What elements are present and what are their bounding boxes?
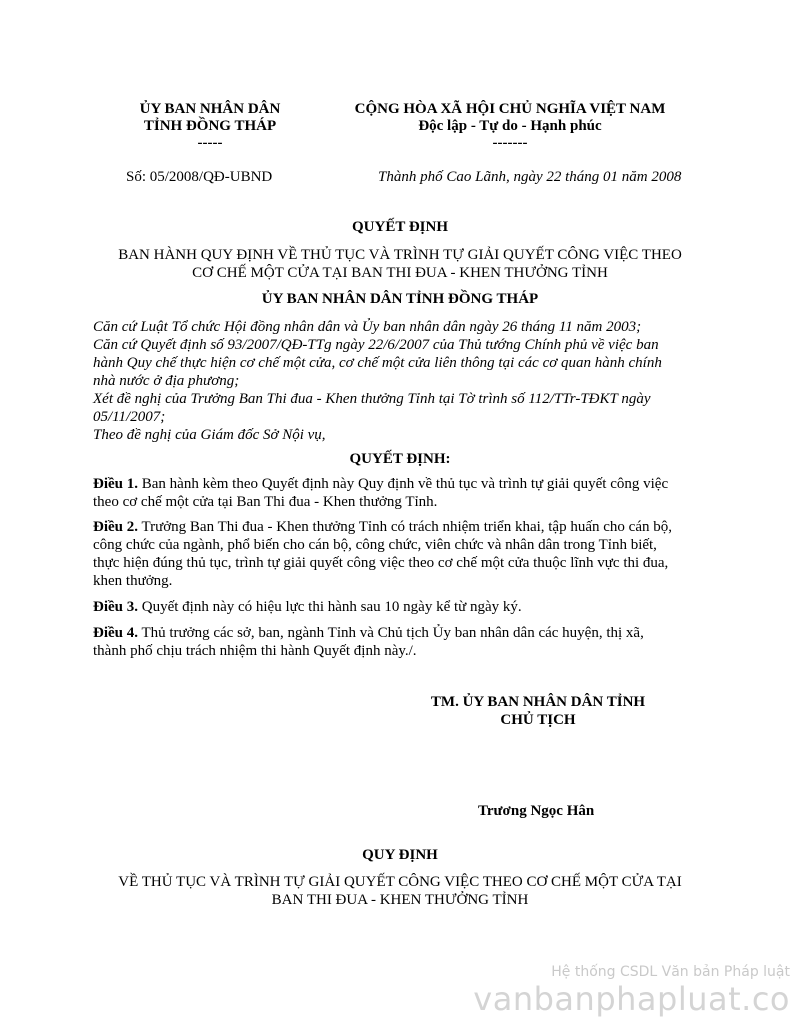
article-text: thành phố chịu trách nhiệm thi hành Quyết định này./. — [93, 643, 417, 659]
regulation-title: QUY ĐỊNH — [362, 847, 438, 863]
watermark-site: vanbanphapluat.co — [473, 980, 790, 1018]
place-and-date: Thành phố Cao Lãnh, ngày 22 tháng 01 năm 2008 — [378, 169, 682, 185]
article-text: Trưởng Ban Thi đua - Khen thưởng Tỉnh có trách nhiệm triển khai, tập huấn cho cán bộ, — [138, 519, 672, 535]
preamble-line: nhà nước ở địa phương; — [93, 373, 240, 389]
article-text: công chức của ngành, phổ biến cho cán bộ, công chức, viên chức và nhân dân trong Tỉnh biết, — [93, 537, 657, 553]
agency-line-1: ỦY BAN NHÂN DÂN — [139, 101, 281, 117]
article-text: theo cơ chế một cửa tại Ban Thi đua - Khen thưởng Tỉnh. — [93, 494, 438, 510]
decision-title: QUYẾT ĐỊNH — [352, 219, 448, 235]
article-label: Điều 3. — [93, 599, 138, 615]
national-motto-header — [340, 101, 680, 152]
signature-block — [408, 693, 668, 729]
article-1 — [93, 475, 713, 511]
signature-org: TM. ỦY BAN NHÂN DÂN TỈNH — [430, 694, 646, 710]
article-text: Quyết định này có hiệu lực thi hành sau 10 ngày kể từ ngày ký. — [138, 599, 522, 615]
regulation-subtitle-line-2: BAN THI ĐUA - KHEN THƯỞNG TỈNH — [271, 892, 529, 908]
article-text: Thủ trưởng các sở, ban, ngành Tỉnh và Chủ tịch Ủy ban nhân dân các huyện, thị xã, — [138, 625, 644, 641]
preamble-line: Căn cứ Luật Tổ chức Hội đồng nhân dân và Ủy ban nhân dân ngày 26 tháng 11 năm 2003; — [93, 319, 642, 335]
decision-subtitle-line-2: CƠ CHẾ MỘT CỬA TẠI BAN THI ĐUA - KHEN THƯỞNG TỈNH — [192, 265, 608, 281]
agency-line-2: TỈNH ĐỒNG THÁP — [143, 118, 277, 134]
article-2 — [93, 518, 713, 590]
article-text: khen thưởng. — [93, 573, 173, 589]
document-number: Số: 05/2008/QĐ-UBND — [126, 169, 273, 185]
issuing-agency-header — [110, 101, 310, 152]
preamble-line: Căn cứ Quyết định số 93/2007/QĐ-TTg ngày 22/6/2007 của Thủ tướng Chính phủ về việc ban — [93, 337, 659, 353]
decides-title: QUYẾT ĐỊNH: — [349, 451, 451, 467]
motto-divider: ------- — [492, 135, 528, 151]
preamble-line: Xét đề nghị của Trưởng Ban Thi đua - Khen thưởng Tỉnh tại Tờ trình số 112/TTr-TĐKT ngày — [93, 391, 651, 407]
signature-title: CHỦ TỊCH — [500, 712, 576, 728]
article-label: Điều 2. — [93, 519, 138, 535]
country-name: CỘNG HÒA XÃ HỘI CHỦ NGHĨA VIỆT NAM — [354, 101, 666, 117]
agency-divider: ----- — [197, 135, 223, 151]
article-3 — [93, 598, 713, 616]
article-4 — [93, 624, 713, 660]
article-label: Điều 4. — [93, 625, 138, 641]
article-text: Ban hành kèm theo Quyết định này Quy định về thủ tục và trình tự giải quyết công việc — [138, 476, 669, 492]
signer-name: Trương Ngọc Hân — [478, 803, 595, 819]
preamble — [93, 318, 713, 444]
preamble-line: 05/11/2007; — [93, 409, 166, 425]
issuer-name: ỦY BAN NHÂN DÂN TỈNH ĐỒNG THÁP — [261, 291, 539, 307]
decision-subtitle-line-1: BAN HÀNH QUY ĐỊNH VỀ THỦ TỤC VÀ TRÌNH TỰ GIẢI QUYẾT CÔNG VIỆC THEO — [118, 247, 682, 263]
preamble-line: hành Quy chế thực hiện cơ chế một cửa, cơ chế một cửa liên thông tại các cơ quan hành chính — [93, 355, 662, 371]
motto: Độc lập - Tự do - Hạnh phúc — [418, 118, 602, 134]
regulation-subtitle — [90, 873, 710, 909]
article-text: thực hiện đúng thủ tục, trình tự giải quyết công việc theo cơ chế một cửa thuộc lĩnh vực thi đua, — [93, 555, 669, 571]
watermark-caption: Hệ thống CSDL Văn bản Pháp luật — [551, 964, 790, 980]
decision-subtitle — [90, 246, 710, 282]
regulation-subtitle-line-1: VỀ THỦ TỤC VÀ TRÌNH TỰ GIẢI QUYẾT CÔNG VIỆC THEO CƠ CHẾ MỘT CỬA TẠI — [118, 874, 682, 890]
preamble-line: Theo đề nghị của Giám đốc Sở Nội vụ, — [93, 427, 326, 443]
article-label: Điều 1. — [93, 476, 138, 492]
